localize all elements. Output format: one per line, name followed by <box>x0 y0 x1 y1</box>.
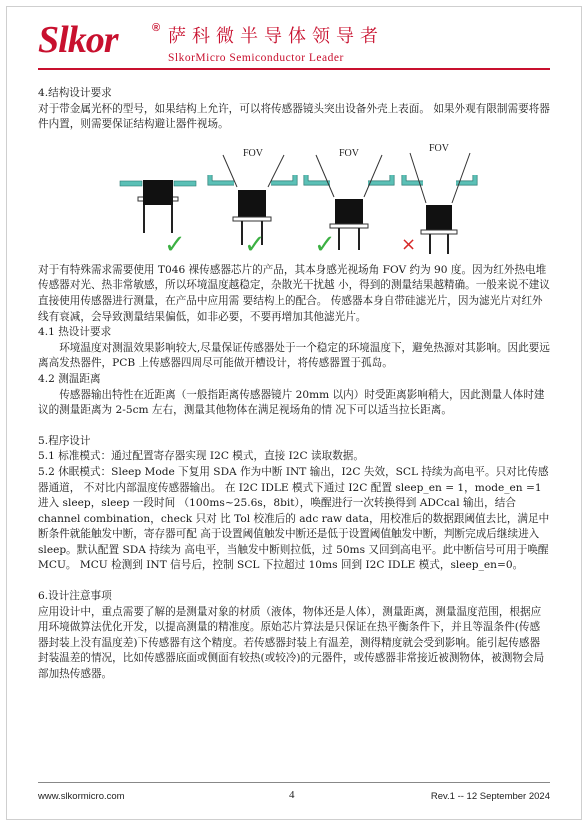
check-icon: ✓ <box>244 229 266 260</box>
section5-2: 5.2 休眠模式：Sleep Mode 下复用 SDA 作为中断 INT 输出，I2C 失效，SCL 持续为高电平。只对比传感器通道， 不对比内部温度传感器输出。 在 I2C IDLE 模式下通过 I2C 配置 sleep_en = 1，mode_en =1 进入 sleep，sleep 一段时间 （100ms~25.6s，8bit），唤醒进行一次转换得到 ADCcal 输出，结合 channel combination，check 只对 比 Tol 校准后的 adc raw data，用校准后的数据跟阈值去比，满足中断条件就能触发中断，寄存器可配 高于设置阈值触发中断还是低于设置阈值触发中断，判断完成后继续进入 sleep。默认配置 SDA 持续为 高电平，当触发中断则拉低，过 50ms 又回到高电平。此中断信号可用于唤醒 MCU。 MCU 检测到 INT 信号后，控制 SCL 下拉超过 10ms 回到 I2C IDLE 模式，sleep_en=0。 <box>38 465 550 572</box>
fov-line <box>452 153 470 203</box>
pin <box>429 234 431 254</box>
company-name-en: SlkorMicro Semiconductor Leader <box>168 52 344 64</box>
page-number: 4 <box>289 789 295 801</box>
structure-figure <box>38 135 550 261</box>
fov-label: FOV <box>429 142 450 154</box>
section4-intro: 对于带金属光杯的型号，如果结构上允许，可以将传感器镜头突出设备外壳上表面。 如果外观有限制需要将器件内置，则需要保证结构避让器件视场。 <box>38 102 550 131</box>
slkor-logo: Slkor <box>38 19 118 61</box>
section4-2-body: 传感器输出特性在近距离（一般指距离传感器镜片 20mm 以内）时受距离影响稍大，因此测量人体时建议的测量距离为 2-5cm 左右，测量其他物体在满足视场角的情 况下可以适当拉长距离。 <box>38 388 545 417</box>
pin <box>241 221 243 245</box>
sensor-base <box>330 224 368 228</box>
spacer <box>38 419 550 434</box>
section5-title: 5.程序设计 <box>38 434 91 447</box>
housing-left <box>120 181 142 186</box>
pin <box>171 205 173 233</box>
check-icon: ✓ <box>314 229 336 260</box>
footer-website: www.slkormicro.com <box>38 791 125 802</box>
section4-2-title: 4.2 测温距离 <box>38 372 101 385</box>
header-divider <box>38 68 550 70</box>
panel-1 <box>120 180 196 233</box>
sensor-body <box>143 180 173 205</box>
section6-body: 应用设计中，重点需要了解的是测量对象的材质（液体，物体还是人体），测量距离，测量温度范围，根据应用环境做算法优化开发，以提高测量的精准度。原始芯片算法是只保证在热平衡条件下，并且等温条件(传感器封装上没有温度差)下传感器有这个精度。若传感器封装上有温差，测得精度就会受到影响。能引起传感器封装温差的情况，比如传感器底面或侧面有较热(或较冷)的元器件，或传感器非常接近被测物体，被测物会局部加热传感器。 <box>38 605 545 681</box>
page-content <box>38 86 550 683</box>
fov-label: FOV <box>243 147 264 159</box>
footer-divider <box>38 782 550 783</box>
cross-icon: × <box>401 233 417 255</box>
section4-1-body: 环境温度对测温效果影响较大,尽量保证传感器处于一个稳定的环境温度下，避免热源对其影响。因此要远离高发热器件，PCB 上传感器四周尽可能做开槽设计，将传感器置于孤岛。 <box>38 341 550 370</box>
housing-right-fill <box>456 175 475 183</box>
section4-para2: 对于有特殊需求需要使用 T046 裸传感器芯片的产品，其本身感光视场角 FOV 约为 90 度。因为红外热电堆传感器对光、热非常敏感，所以环境温度越稳定，杂散光干扰越 小，得到的测量结果越精确。一般来说不建议直接使用传感器进行测量，在产品中应用需 要结构上的配合。 传感器本身自带硅滤光片，因为滤光片对红外线有衰减，会导致测量结果偏低，如非必要，不要再增加其他滤光片。 <box>38 263 550 323</box>
structure-diagram <box>38 135 550 261</box>
spacer <box>38 574 550 589</box>
pin <box>447 234 449 254</box>
check-icon: ✓ <box>164 229 186 260</box>
fov-line <box>316 155 334 197</box>
pin <box>358 228 360 250</box>
housing-left-fill <box>404 175 423 183</box>
housing-right <box>174 181 196 186</box>
sensor-base <box>233 217 271 221</box>
fov-line <box>364 155 382 197</box>
section6-title: 6.设计注意事项 <box>38 590 112 603</box>
sensor-body <box>238 190 266 218</box>
housing-right-fill <box>271 175 295 183</box>
section4-1-title: 4.1 热设计要求 <box>38 326 112 339</box>
pin <box>338 228 340 250</box>
pin <box>143 205 145 233</box>
section4-title: 4.结构设计要求 <box>38 87 112 99</box>
fov-label: FOV <box>339 147 360 159</box>
fov-line <box>410 153 426 203</box>
company-name-cn: 萨科微半导体领导者 <box>168 26 384 47</box>
section5-1: 5.1 标准模式：通过配置寄存器实现 I2C 模式，直接 I2C 读取数据。 <box>38 450 364 463</box>
footer-revision: Rev.1 -- 12 September 2024 <box>430 791 550 802</box>
sensor-base <box>421 230 457 234</box>
sensor-body <box>426 205 452 231</box>
housing-left-fill <box>210 175 234 183</box>
registered-mark: ® <box>152 22 161 34</box>
sensor-body <box>335 199 363 225</box>
